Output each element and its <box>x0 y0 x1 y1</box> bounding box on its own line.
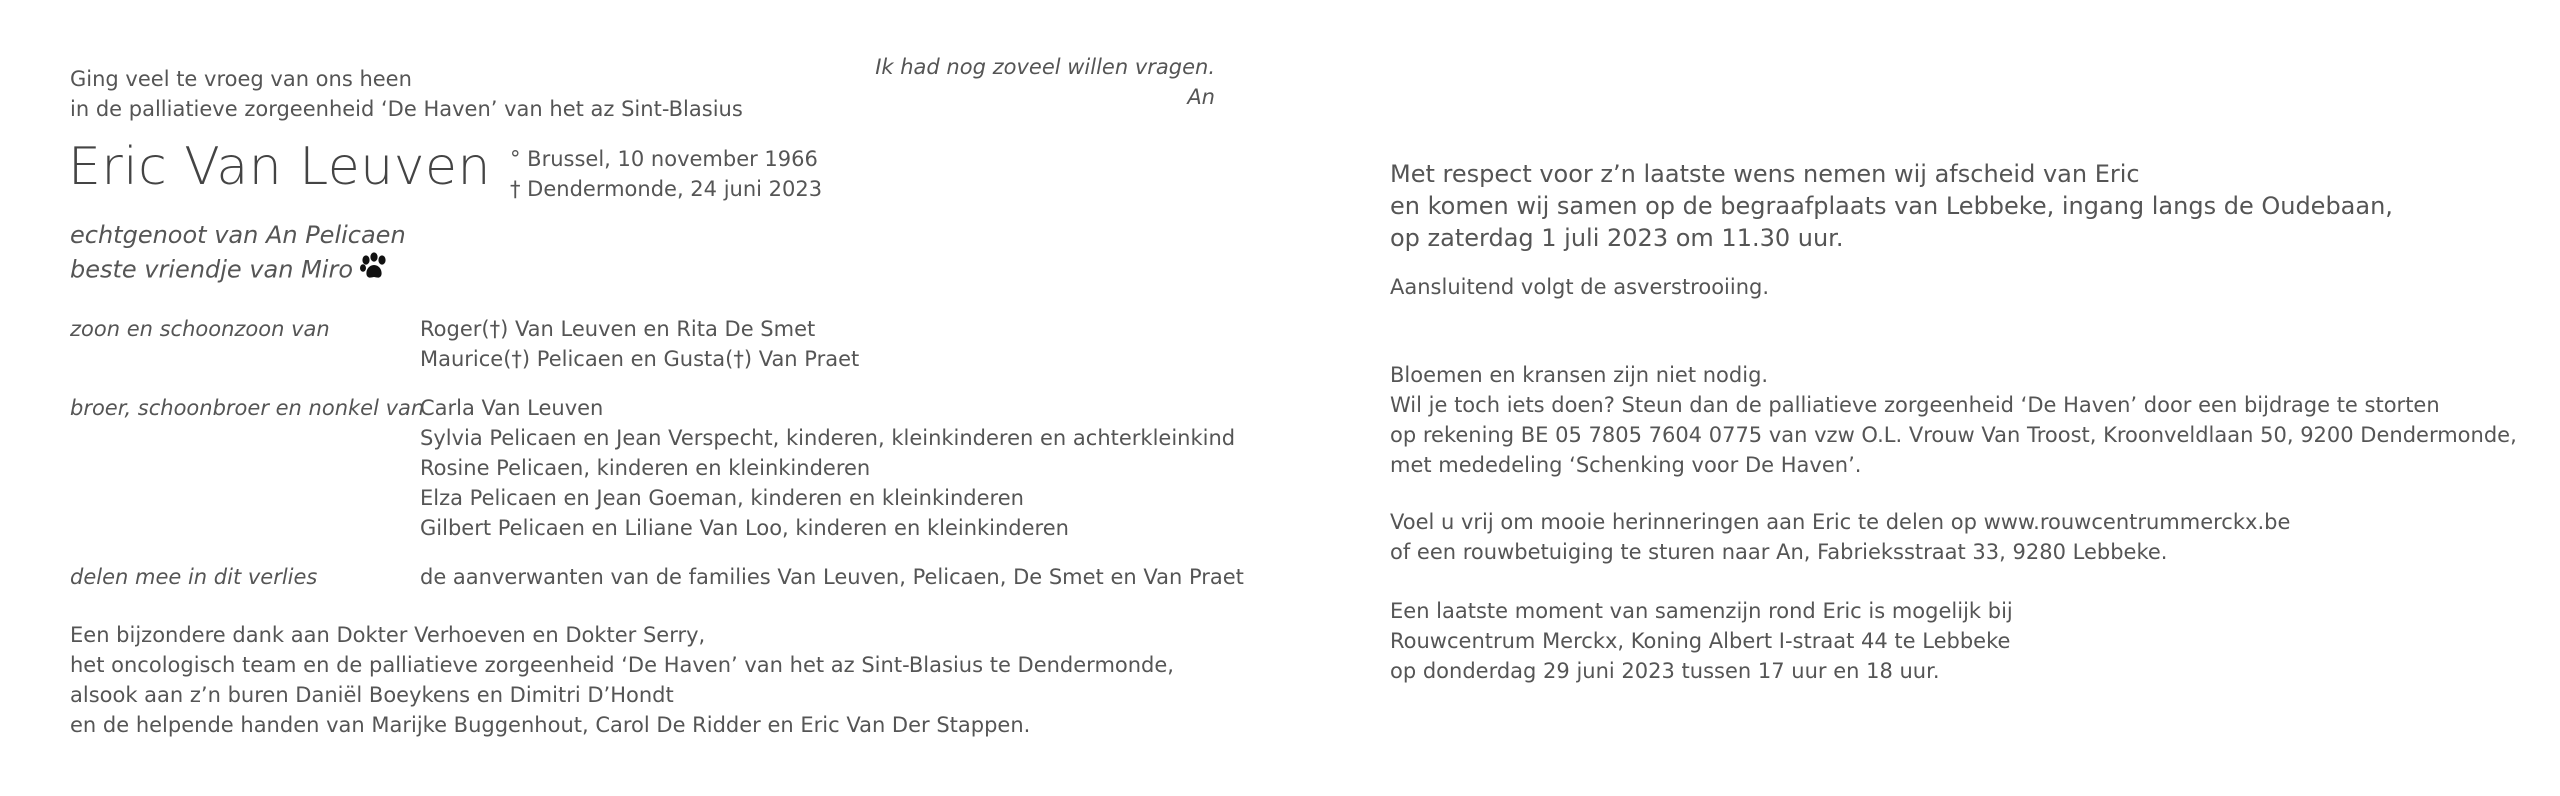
family-value: Elza Pelicaen en Jean Goeman, kinderen en kleinkinderen <box>420 486 1024 510</box>
role-friend <box>70 252 406 289</box>
family-label: delen mee in dit verlies <box>70 565 318 589</box>
thanks-line: het oncologisch team en de palliatieve zorgeenheid ‘De Haven’ van het az Sint-Blasius te Dendermonde, <box>70 653 1174 677</box>
family-value: Maurice(†) Pelicaen en Gusta(†) Van Praet <box>420 347 860 371</box>
flowers-line: Wil je toch iets doen? Steun dan de palliatieve zorgeenheid ‘De Haven’ door een bijdrage te storten <box>1390 393 2440 417</box>
family-value: Sylvia Pelicaen en Jean Verspecht, kinderen, kleinkinderen en achterkleinkind <box>420 426 1236 450</box>
flowers-line: Bloemen en kransen zijn niet nodig. <box>1390 363 1769 387</box>
intro-text <box>70 64 743 124</box>
visitation-line: op donderdag 29 juni 2023 tussen 17 uur en 18 uur. <box>1390 659 1940 683</box>
family-value: Rosine Pelicaen, kinderen en kleinkinderen <box>420 456 871 480</box>
thanks-text <box>70 620 1174 740</box>
thanks-line: alsook aan z’n buren Daniël Boeykens en Dimitri D’Hondt <box>70 683 674 707</box>
thanks-line: Een bijzondere dank aan Dokter Verhoeven en Dokter Serry, <box>70 623 706 647</box>
family-value: de aanverwanten van de families Van Leuven, Pelicaen, De Smet en Van Praet <box>420 565 1244 589</box>
death-date: † Dendermonde, 24 juni 2023 <box>510 177 823 201</box>
visitation-line: Een laatste moment van samenzijn rond Eric is mogelijk bij <box>1390 599 2013 623</box>
family-label: zoon en schoonzoon van <box>70 317 330 341</box>
family-value: Roger(†) Van Leuven en Rita De Smet <box>420 317 816 341</box>
quote <box>760 52 1215 112</box>
ceremony-text <box>1390 158 2393 254</box>
family-value: Gilbert Pelicaen en Liliane Van Loo, kinderen en kleinkinderen <box>420 516 1069 540</box>
family-value: Carla Van Leuven <box>420 396 604 420</box>
role-friend-text: beste vriendje van Miro <box>70 255 353 284</box>
family-values <box>420 562 1244 592</box>
family-row-relatives <box>70 562 1244 594</box>
memories-line: Voel u vrij om mooie herinneringen aan Eric te delen op www.rouwcentrummerckx.be <box>1390 510 2291 534</box>
ceremony-line: Met respect voor z’n laatste wens nemen wij afscheid van Eric <box>1390 160 2140 188</box>
ceremony-line: op zaterdag 1 juli 2023 om 11.30 uur. <box>1390 224 1844 252</box>
memories-line: of een rouwbetuiging te sturen naar An, Fabrieksstraat 33, 9280 Lebbeke. <box>1390 540 2168 564</box>
visitation-line: Rouwcentrum Merckx, Koning Albert I-straat 44 te Lebbeke <box>1390 629 2011 653</box>
flowers-line: met mededeling ‘Schenking voor De Haven’. <box>1390 453 1862 477</box>
family-row-siblings <box>70 393 1236 543</box>
thanks-line: en de helpende handen van Marijke Buggenhout, Carol De Ridder en Eric Van Der Stappen. <box>70 713 1031 737</box>
family-values <box>420 314 859 374</box>
memories-text <box>1390 507 2290 567</box>
scattering-text: Aansluitend volgt de asverstrooiing. <box>1390 275 1770 299</box>
life-dates <box>510 144 822 204</box>
family-label: broer, schoonbroer en nonkel van <box>70 396 425 420</box>
role-spouse: echtgenoot van An Pelicaen <box>70 221 406 249</box>
family-values <box>420 393 1235 543</box>
family-row-parents <box>70 314 1220 378</box>
flowers-text <box>1390 360 2517 480</box>
flowers-line: op rekening BE 05 7805 7604 0775 van vzw O.L. Vrouw Van Troost, Kroonveldlaan 50, 9200 Dendermonde, <box>1390 423 2517 447</box>
intro-line: Ging veel te vroeg van ons heen <box>70 67 412 91</box>
roles <box>70 219 406 289</box>
deceased-name: Eric Van Leuven <box>68 137 491 197</box>
quote-text: Ik had nog zoveel willen vragen. <box>875 55 1215 79</box>
birth-date: ° Brussel, 10 november 1966 <box>510 147 818 171</box>
intro-line: in de palliatieve zorgeenheid ‘De Haven’ van het az Sint-Blasius <box>70 97 743 121</box>
visitation-text <box>1390 596 2013 686</box>
ceremony-line: en komen wij samen op de begraafplaats van Lebbeke, ingang langs de Oudebaan, <box>1390 192 2393 220</box>
paw-icon <box>359 252 389 289</box>
quote-author: An <box>1187 85 1215 109</box>
